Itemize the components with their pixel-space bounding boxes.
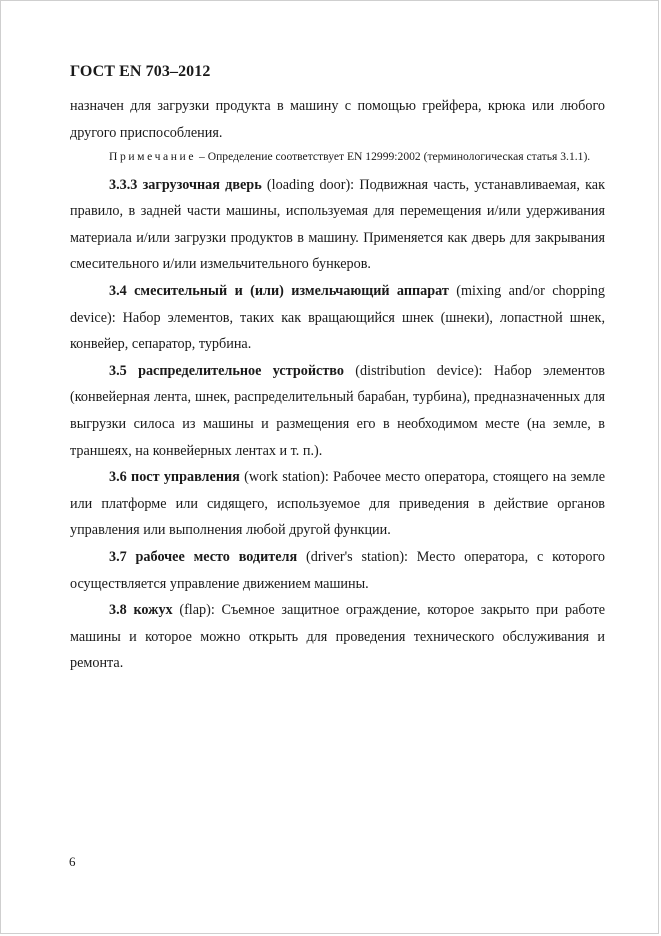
- definition-3-6: [70, 464, 605, 544]
- term-heading: загрузочная дверь: [142, 176, 262, 193]
- definition-text: (distribution device): Набор элементов (конвейерная лента, шнек, распределительный барабан, турбина), предназначенных для выгрузки силоса из машины и размещения его в необходимом месте (на земле, в траншеях, на конвейерных лентах и т. п.).: [70, 362, 605, 459]
- note-paragraph: [70, 146, 605, 168]
- term-heading: пост управления: [131, 469, 240, 486]
- document-header: ГОСТ EN 703–2012: [70, 63, 211, 80]
- note-text: – Определение соответствует EN 12999:2002 (терминологическая статья 3.1.1).: [196, 150, 591, 164]
- section-number: 3.4: [109, 283, 127, 300]
- definition-3-4: [70, 278, 605, 358]
- note-label: Примечание: [109, 150, 197, 164]
- term-heading: распределительное устройство: [138, 362, 344, 379]
- definition-3-7: [70, 544, 605, 597]
- definition-text: (mixing and/or chopping device): Набор элементов, таких как вращающийся шнек (шнеки), лопастной шнек, конвейер, сепаратор, турбина.: [70, 283, 605, 353]
- section-number: 3.8: [109, 602, 127, 619]
- definition-text: (work station): Рабочее место оператора, стоящего на земле или платформе или сидящего, используемое для приведения в действие органов управления или выполнения любой другой функции.: [70, 469, 605, 539]
- definition-text: (flap): Съемное защитное ограждение, которое закрыто при работе машины и которое можно открыть для проведения технического обслуживания и ремонта.: [70, 602, 605, 672]
- intro-paragraph: назначен для загрузки продукта в машину с помощью грейфера, крюка или любого другого приспособления.: [70, 98, 605, 141]
- definition-3-3-3: [70, 172, 605, 278]
- definition-text: (driver's station): Место оператора, с которого осуществляется управление движением машины.: [70, 549, 606, 592]
- term-heading: кожух: [133, 602, 173, 619]
- section-number: 3.3.3: [109, 176, 138, 193]
- definition-3-8: [70, 597, 605, 677]
- term-heading: смесительный и (или) измельчающий аппарат: [134, 283, 449, 300]
- term-heading: рабочее место водителя: [135, 549, 298, 565]
- document-body: [70, 93, 605, 677]
- definition-3-5: [70, 358, 605, 464]
- page-number: 6: [69, 854, 76, 869]
- section-number: 3.7: [109, 549, 127, 565]
- section-number: 3.6: [109, 469, 127, 486]
- definition-text: (loading door): Подвижная часть, устанавливаемая, как правило, в задней части машины, используемая для перемещения и/или удерживания материала и/или загрузки продуктов в машину. Применяется как дверь для закрывания смесительного и/или измельчительного бункеров.: [70, 176, 606, 273]
- section-number: 3.5: [109, 362, 127, 379]
